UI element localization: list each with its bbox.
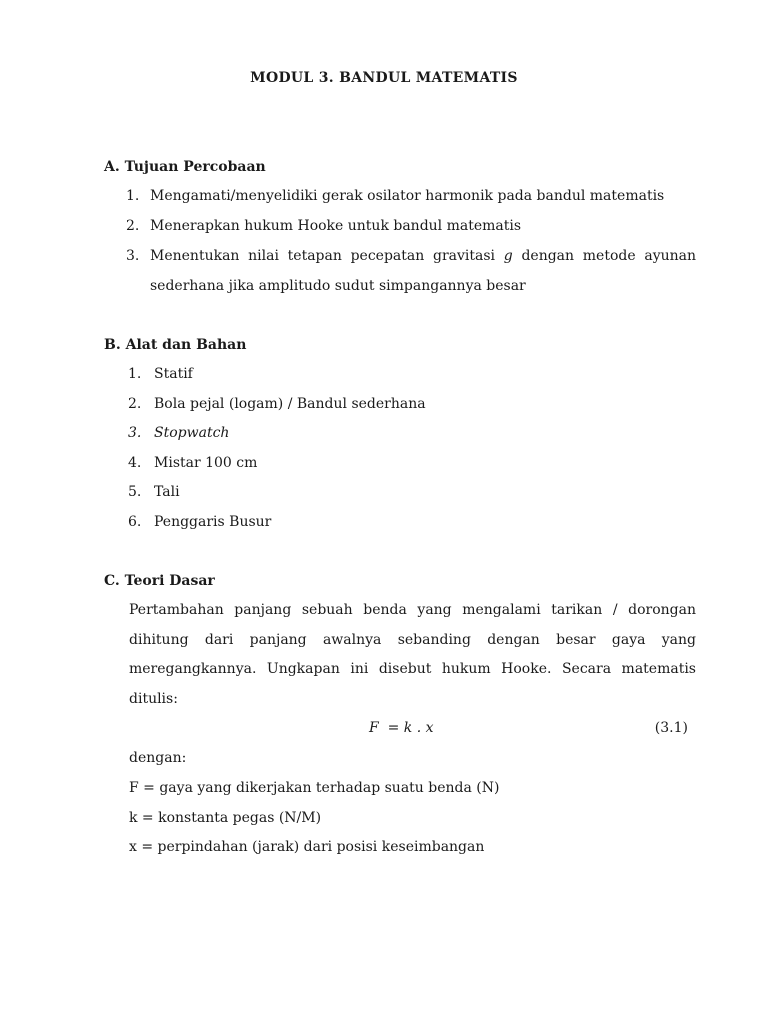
list-text: Statif (154, 366, 193, 382)
list-text: Menerapkan hukum Hooke untuk bandul matematis (150, 218, 522, 234)
list-text: Tali (154, 484, 180, 500)
equation-row (129, 720, 696, 742)
section-c-heading: C. Teori Dasar (104, 573, 215, 589)
list-text: Bola pejal (logam) / Bandul sederhana (154, 396, 426, 412)
paragraph-line: dihitung dari panjang awalnya sebanding dengan besar gaya yang (129, 631, 696, 648)
section-a-heading: A. Tujuan Percobaan (104, 159, 266, 175)
gravity-variable: g (503, 248, 513, 264)
list-text: Mengamati/menyelidiki gerak osilator harmonik pada bandul matematis (150, 188, 665, 204)
definition-spring-constant: k = konstanta pegas (N/M) (129, 810, 322, 826)
paragraph-line: Pertambahan panjang sebuah benda yang mengalami tarikan / dorongan (129, 602, 696, 618)
list-text-line-2: sederhana jika amplitudo sudut simpangannya besar (150, 277, 526, 294)
list-number: 3. (126, 248, 140, 264)
list-item (126, 242, 696, 302)
text-segment: dengan metode ayunan (521, 248, 696, 264)
paragraph-line: meregangkannya. Ungkapan ini disebut hukum Hooke. Secara matematis (129, 661, 696, 677)
definition-force: F = gaya yang dikerjakan terhadap suatu benda (N) (129, 780, 500, 796)
list-text: Mistar 100 cm (154, 455, 258, 471)
list-number: 3. (128, 425, 142, 441)
list-number: 5. (128, 484, 142, 500)
list-number: 1. (128, 366, 142, 382)
paragraph-line: ditulis: (129, 690, 178, 707)
list-number: 2. (126, 218, 140, 234)
text-segment: Menentukan nilai tetapan pecepatan gravitasi (150, 248, 496, 264)
equation-number: (3.1) (654, 720, 688, 736)
section-b-heading: B. Alat dan Bahan (104, 337, 247, 353)
document-title: MODUL 3. BANDUL MATEMATIS (250, 70, 518, 86)
definition-intro: dengan: (129, 750, 187, 766)
list-number: 1. (126, 188, 140, 204)
theory-paragraph (129, 596, 696, 714)
list-number: 2. (128, 396, 142, 412)
list-number: 4. (128, 455, 142, 471)
hooke-equation: F = k . x (369, 720, 434, 736)
list-text: Penggaris Busur (154, 514, 272, 530)
definition-displacement: x = perpindahan (jarak) dari posisi keseimbangan (129, 839, 485, 855)
list-number: 6. (128, 514, 142, 530)
list-text: Stopwatch (154, 425, 230, 441)
list-text-line-1 (150, 242, 696, 272)
